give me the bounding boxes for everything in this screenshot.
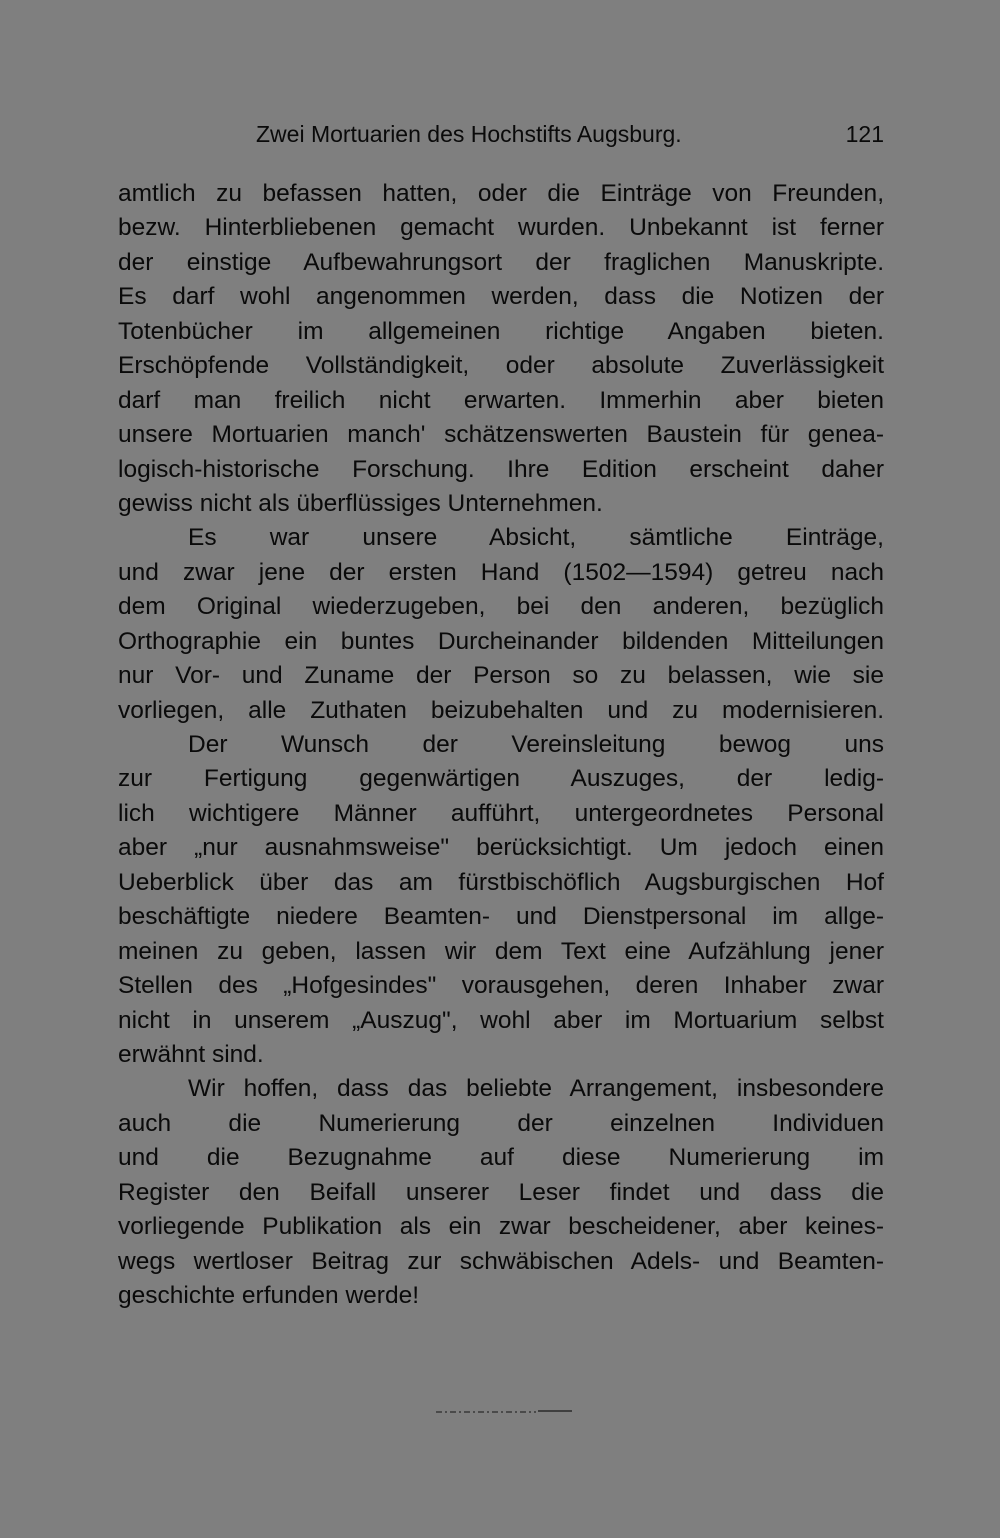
text-line: logisch-historische Forschung. Ihre Edition erscheint daher bbox=[118, 455, 884, 483]
running-head bbox=[118, 116, 884, 152]
text-line: der einstige Aufbewahrungsort der fraglichen Manuskripte. bbox=[118, 248, 884, 276]
text-line: gewiss nicht als überflüssiges Unternehmen. bbox=[118, 489, 603, 517]
text-line: amtlich zu befassen hatten, oder die Einträge von Freunden, bbox=[118, 180, 884, 207]
text-line: Es war unsere Absicht, sämtliche Einträge, bbox=[188, 524, 884, 552]
text-line: aber „nur ausnahmsweise" berücksichtigt. Um jedoch einen bbox=[118, 834, 884, 862]
text-line: beschäftigte niedere Beamten- und Dienstpersonal im allge- bbox=[118, 903, 884, 931]
text-line: meinen zu geben, lassen wir dem Text eine Aufzählung jener bbox=[118, 937, 884, 965]
text-line: Erschöpfende Vollständigkeit, oder absolute Zuverlässigkeit bbox=[118, 352, 884, 380]
text-line: Ueberblick über das am fürstbischöflich Augsburgischen Hof bbox=[118, 868, 884, 896]
running-title: Zwei Mortuarien des Hochstifts Augsburg. bbox=[256, 121, 682, 147]
text-line: darf man freilich nicht erwarten. Immerhin aber bieten bbox=[118, 386, 884, 414]
text-line: auch die Numerierung der einzelnen Individuen bbox=[118, 1109, 884, 1137]
text-line: Es darf wohl angenommen werden, dass die Notizen der bbox=[118, 283, 884, 311]
text-line: Register den Beifall unserer Leser findet und dass die bbox=[118, 1178, 884, 1206]
text-line: vorliegen, alle Zuthaten beizubehalten und zu modernisieren. bbox=[118, 696, 884, 724]
text-line: vorliegende Publikation als ein zwar bescheidener, aber keines- bbox=[118, 1213, 884, 1241]
text-line: zur Fertigung gegenwärtigen Auszuges, der ledig- bbox=[118, 765, 884, 793]
text-line: Wir hoffen, dass das beliebte Arrangement, insbesondere bbox=[188, 1075, 884, 1103]
text-line: bezw. Hinterbliebenen gemacht wurden. Unbekannt ist ferner bbox=[118, 214, 884, 242]
text-line: Der Wunsch der Vereinsleitung bewog uns bbox=[188, 731, 884, 758]
text-line: und die Bezugnahme auf diese Numerierung im bbox=[118, 1144, 884, 1172]
text-line: nur Vor- und Zuname der Person so zu belassen, wie sie bbox=[118, 662, 884, 690]
text-line: und zwar jene der ersten Hand (1502—1594) getreu nach bbox=[118, 558, 884, 586]
text-line: nicht in unserem „Auszug", wohl aber im Mortuarium selbst bbox=[118, 1006, 884, 1034]
text-line: geschichte erfunden werde! bbox=[118, 1282, 419, 1309]
text-line: dem Original wiederzugeben, bei den anderen, bezüglich bbox=[118, 593, 884, 621]
text-line: wegs wertloser Beitrag zur schwäbischen Adels- und Beamten- bbox=[118, 1247, 884, 1275]
page-number: 121 bbox=[845, 121, 884, 147]
text-line: unsere Mortuarien manch' schätzenswerten Baustein für genea- bbox=[118, 421, 884, 449]
text-line: Orthographie ein buntes Durcheinander bildenden Mitteilungen bbox=[118, 627, 884, 655]
text-line: Stellen des „Hofgesindes" vorausgehen, deren Inhaber zwar bbox=[118, 972, 884, 1000]
text-line: lich wichtigere Männer aufführt, untergeordnetes Personal bbox=[118, 799, 884, 827]
end-ornament bbox=[436, 1409, 572, 1415]
text-line: Totenbücher im allgemeinen richtige Angaben bieten. bbox=[118, 317, 884, 345]
body-text bbox=[118, 177, 884, 1313]
text-line: erwähnt sind. bbox=[118, 1040, 264, 1068]
